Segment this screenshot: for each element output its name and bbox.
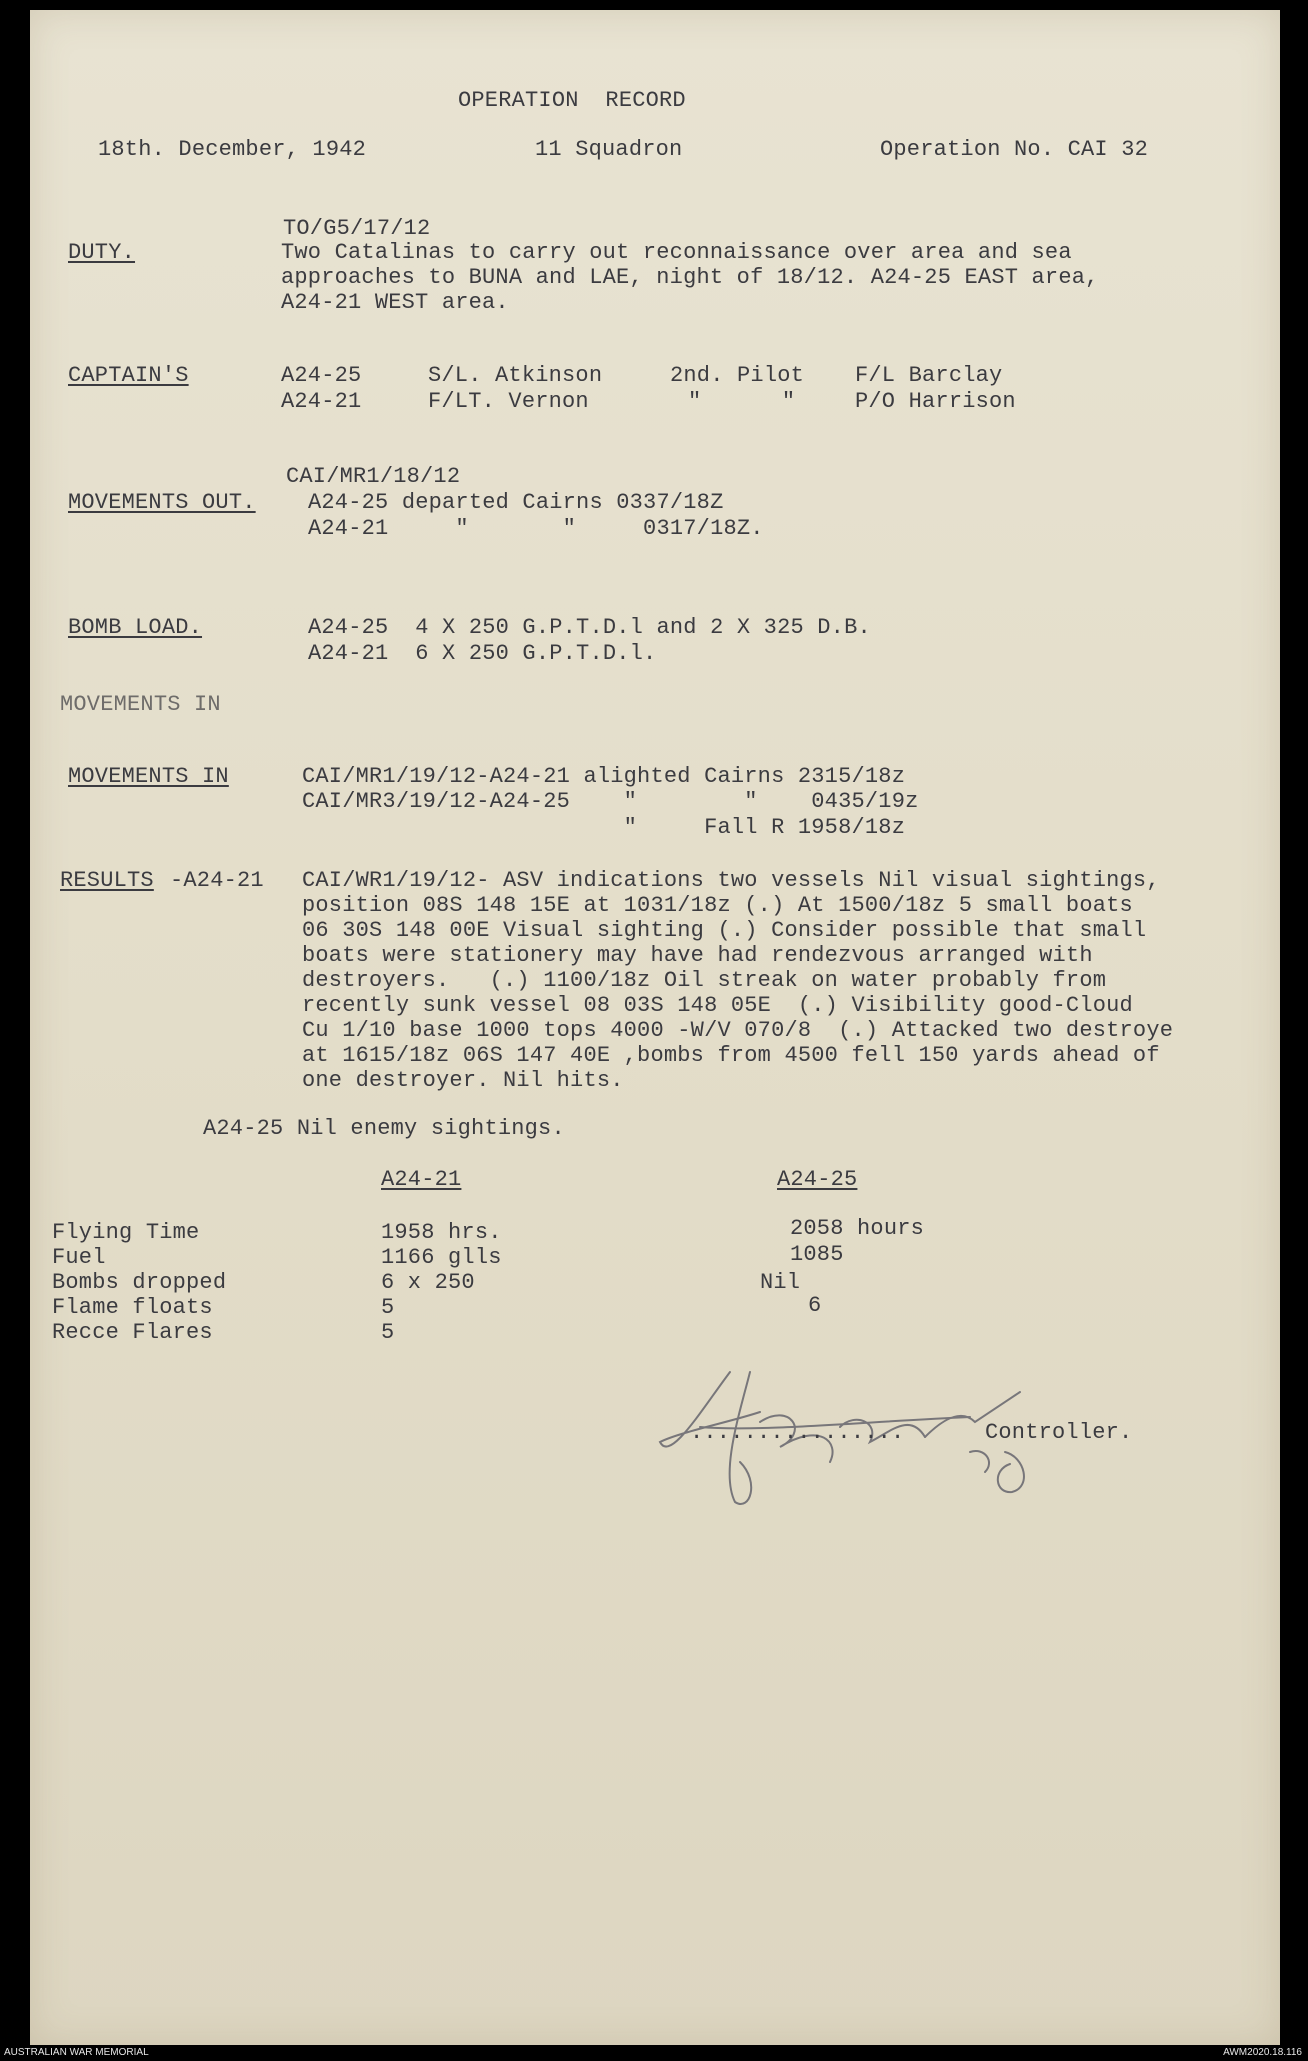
record-title: OPERATION RECORD	[458, 88, 686, 113]
results-line: 06 30S 148 00E Visual sighting (.) Consider possible that small	[302, 918, 1147, 943]
results-label: RESULTS	[60, 868, 154, 893]
summary-value-a: 5	[381, 1320, 395, 1345]
movements-in-label: MOVEMENTS IN	[68, 764, 229, 789]
summary-value-b: 2058 hours	[790, 1216, 925, 1241]
bomb-load-line: A24-25 4 X 250 G.P.T.D.l and 2 X 325 D.B.	[308, 615, 871, 640]
summary-col-a24-25: A24-25	[777, 1167, 858, 1192]
results-line: recently sunk vessel 08 03S 148 05E (.) Visibility good-Cloud	[302, 993, 1133, 1018]
duty-line: Two Catalinas to carry out reconnaissance over area and sea	[281, 240, 1072, 265]
results-other-aircraft: A24-25 Nil enemy sightings.	[203, 1116, 565, 1141]
results-line: Cu 1/10 base 1000 tops 4000 -W/V 070/8 (.) Attacked two destroye	[302, 1018, 1174, 1043]
captain-aircraft: A24-25	[281, 363, 362, 388]
captain-role: " "	[688, 389, 796, 414]
footer-bar	[0, 2045, 1308, 2061]
footer-accession-number: AWM2020.18.116	[1223, 2047, 1302, 2058]
bomb-load-label: BOMB LOAD.	[68, 615, 203, 640]
controller-title: Controller.	[985, 1420, 1133, 1445]
bomb-load-line: A24-21 6 X 250 G.P.T.D.l.	[308, 641, 657, 666]
movements-out-line: A24-21 " " 0317/18Z.	[308, 516, 764, 541]
captains-label: CAPTAIN'S	[68, 363, 189, 388]
summary-value-a: 6 x 250	[381, 1270, 475, 1295]
summary-row-label: Flying Time	[52, 1220, 200, 1245]
captain-name: S/L. Atkinson	[428, 363, 603, 388]
movements-out-line: A24-25 departed Cairns 0337/18Z	[308, 490, 724, 515]
movements-in-line: " Fall R 1958/18z	[302, 815, 906, 840]
captain-role: 2nd. Pilot	[670, 363, 805, 388]
captain-name: F/LT. Vernon	[428, 389, 589, 414]
summary-row-label: Fuel	[52, 1245, 106, 1270]
second-pilot: P/O Harrison	[855, 389, 1016, 414]
captain-aircraft: A24-21	[281, 389, 362, 414]
movements-in-line: CAI/MR1/19/12-A24-21 alighted Cairns 2315/18z	[302, 764, 906, 789]
results-line: boats were stationery may have had rendezvous arranged with	[302, 943, 1093, 968]
summary-value-b: 6	[808, 1293, 822, 1318]
movements-in-faint-label: MOVEMENTS IN	[60, 692, 221, 717]
operation-number: Operation No. CAI 32	[880, 137, 1149, 162]
results-line: one destroyer. Nil hits.	[302, 1068, 624, 1093]
summary-row-label: Bombs dropped	[52, 1270, 227, 1295]
duty-label: DUTY.	[68, 240, 136, 265]
summary-row-label: Recce Flares	[52, 1320, 213, 1345]
summary-value-a: 1166 glls	[381, 1245, 502, 1270]
movements-out-ref: CAI/MR1/18/12	[286, 464, 461, 489]
summary-value-b: 1085	[790, 1242, 844, 1267]
duty-ref: TO/G5/17/12	[283, 216, 431, 241]
squadron: 11 Squadron	[535, 137, 683, 162]
results-aircraft: -A24-21	[170, 868, 264, 893]
record-date: 18th. December, 1942	[98, 137, 367, 162]
second-pilot: F/L Barclay	[855, 363, 1003, 388]
summary-value-a: 1958 hrs.	[381, 1220, 502, 1245]
results-line: position 08S 148 15E at 1031/18z (.) At 1500/18z 5 small boats	[302, 893, 1133, 918]
signature-dots: ................	[690, 1420, 905, 1445]
summary-value-a: 5	[381, 1295, 395, 1320]
movements-in-line: CAI/MR3/19/12-A24-25 " " 0435/19z	[302, 789, 919, 814]
movements-out-label: MOVEMENTS OUT.	[68, 490, 256, 515]
footer-credit: AUSTRALIAN WAR MEMORIAL	[4, 2047, 149, 2058]
results-line: CAI/WR1/19/12- ASV indications two vessels Nil visual sightings,	[302, 868, 1160, 893]
summary-col-a24-21: A24-21	[381, 1167, 462, 1192]
summary-row-label: Flame floats	[52, 1295, 213, 1320]
duty-line: A24-21 WEST area.	[281, 290, 509, 315]
results-line: destroyers. (.) 1100/18z Oil streak on water probably from	[302, 968, 1107, 993]
results-line: at 1615/18z 06S 147 40E ,bombs from 4500 fell 150 yards ahead of	[302, 1043, 1160, 1068]
duty-line: approaches to BUNA and LAE, night of 18/12. A24-25 EAST area,	[281, 265, 1099, 290]
summary-value-b: Nil	[760, 1270, 801, 1295]
